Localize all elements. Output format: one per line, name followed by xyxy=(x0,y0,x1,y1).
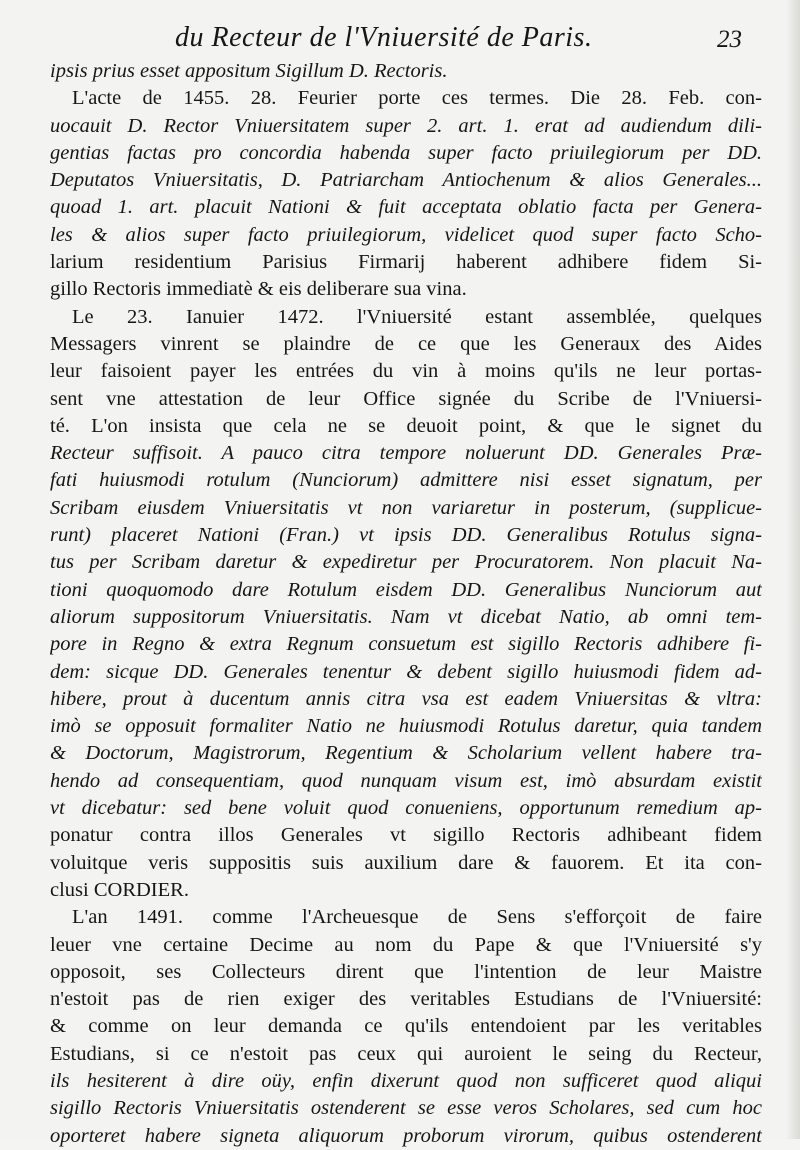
text-line: oporteret habere signeta aliquorum proborum virorum, quibus ostenderent xyxy=(50,1124,762,1147)
text-line: vt dicebatur: sed bene voluit quod conueniens, opportunum remedium ap- xyxy=(50,797,762,820)
text-line: leuer vne certaine Decime au nom du Pape & que l'Vniuersité s'y xyxy=(50,933,762,956)
text-line: aliorum suppositorum Vniuersitatis. Nam vt dicebat Natio, ab omni tem- xyxy=(50,605,762,628)
text-line: Scribam eiusdem Vniuersitatis vt non variaretur in posterum, (supplicue- xyxy=(50,496,762,519)
text-line: quoad 1. art. placuit Nationi & fuit acceptata oblatio facta per Genera- xyxy=(50,196,762,219)
running-head: du Recteur de l'Vniuersité de Paris. xyxy=(175,22,593,53)
text-line: ipsis prius esset appositum Sigillum D. Rectoris. xyxy=(50,60,448,82)
text-line: Estudians, si ce n'estoit pas ceux qui auroient le seing du Recteur, xyxy=(50,1042,762,1065)
text-line: uocauit D. Rector Vniuersitatem super 2. art. 1. erat ad audiendum dili- xyxy=(50,114,762,137)
text-line: tioni quoquomodo dare Rotulum eisdem DD. Generalibus Nunciorum aut xyxy=(50,578,762,601)
text-line: larium residentium Parisius Firmarij haberent adhibere fidem Si- xyxy=(50,251,762,274)
text-line: té. L'on insista que cela ne se deuoit point, & que le signet du xyxy=(50,414,762,437)
text-line: L'acte de 1455. 28. Feurier porte ces termes. Die 28. Feb. con- xyxy=(72,87,762,110)
text-line: sent vne attestation de leur Office signée du Scribe de l'Vniuersi- xyxy=(50,387,762,410)
text-line: opposoit, ses Collecteurs dirent que l'intention de leur Maistre xyxy=(50,960,762,983)
text-line: runt) placeret Nationi (Fran.) vt ipsis DD. Generalibus Rotulus signa- xyxy=(50,524,762,547)
text-line: les & alios super facto priuilegiorum, videlicet quod super facto Scho- xyxy=(50,223,762,246)
text-line: clusi CORDIER. xyxy=(50,878,189,901)
text-line: Messagers vinrent se plaindre de ce que les Generaux des Aides xyxy=(50,332,762,355)
text-line: & Doctorum, Magistrorum, Regentium & Scholarium vellent habere tra- xyxy=(50,742,762,765)
text-line: hibere, prout à ducentum annis citra vsa est eadem Vniuersitas & vltra: xyxy=(50,687,762,710)
text-line: Deputatos Vniuersitatis, D. Patriarcham Antiochenum & alios Generales... xyxy=(50,169,762,192)
text-line: hendo ad consequentiam, quod nunquam visum est, imò absurdam existit xyxy=(50,769,762,792)
text-line: gillo Rectoris immediatè & eis deliberare sua vina. xyxy=(50,278,467,301)
text-line: voluitque veris suppositis suis auxilium dare & fauorem. Et ita con- xyxy=(50,851,762,874)
text-line: imò se opposuit formaliter Natio ne huiusmodi Rotulus daretur, quia tandem xyxy=(50,715,762,738)
page-edge-shadow xyxy=(786,0,800,1139)
text-line: ils hesiterent à dire oüy, enfin dixerunt quod non sufficeret quod aliqui xyxy=(50,1069,762,1092)
text-line: gentias factas pro concordia habenda super facto priuilegiorum per DD. xyxy=(50,141,762,164)
text-line: & comme on leur demanda ce qu'ils entendoient par les veritables xyxy=(50,1015,762,1038)
page-body xyxy=(50,58,762,1150)
page-number: 23 xyxy=(717,26,742,53)
text-line: sigillo Rectoris Vniuersitatis ostenderent se esse veros Scholares, sed cum hoc xyxy=(50,1097,762,1120)
text-line: tus per Scribam daretur & expediretur per Procuratorem. Non placuit Na- xyxy=(50,551,762,574)
text-line: ponatur contra illos Generales vt sigillo Rectoris adhibeant fidem xyxy=(50,824,762,847)
text-line: Le 23. Ianuier 1472. l'Vniuersité estant assemblée, quelques xyxy=(72,305,762,328)
text-line: L'an 1491. comme l'Archeuesque de Sens s'efforçoit de faire xyxy=(72,906,762,929)
text-line: leur faisoient payer les entrées du vin à moins qu'ils ne leur portas- xyxy=(50,360,762,383)
text-line: n'estoit pas de rien exiger des veritables Estudians de l'Vniuersité: xyxy=(50,988,762,1011)
text-line: dem: sicque DD. Generales tenentur & debent sigillo huiusmodi fidem ad- xyxy=(50,660,762,683)
page-header xyxy=(0,22,800,62)
text-line: Recteur suffisoit. A pauco citra tempore noluerunt DD. Generales Præ- xyxy=(50,442,762,465)
text-line: fati huiusmodi rotulum (Nunciorum) admittere nisi esset signatum, per xyxy=(50,469,762,492)
text-line: pore in Regno & extra Regnum consuetum est sigillo Rectoris adhibere fi- xyxy=(50,633,762,656)
